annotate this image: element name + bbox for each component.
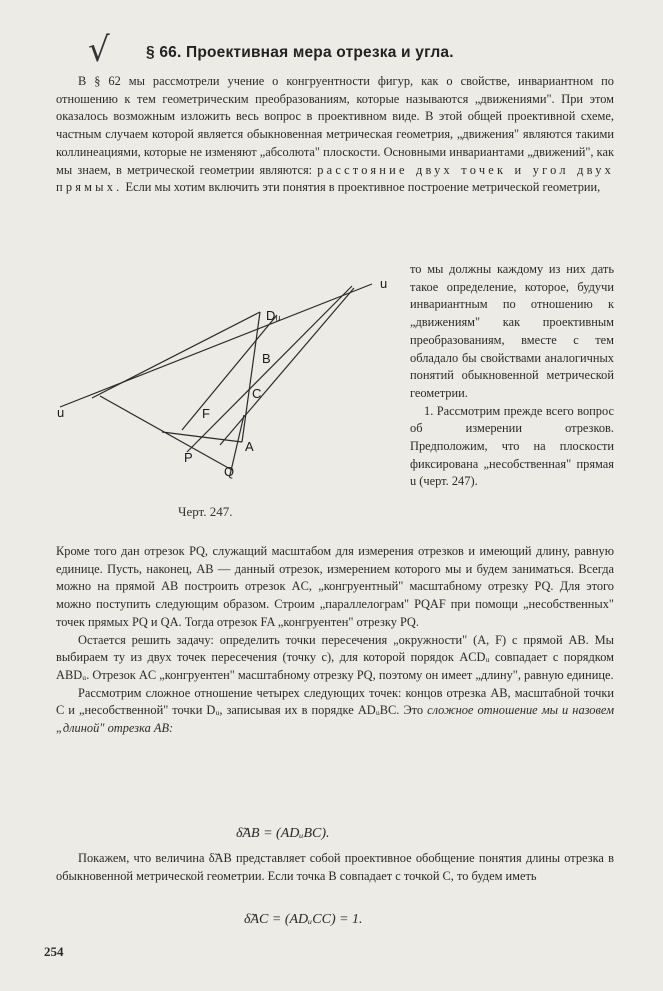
intro-spaced-text: расстояние двух точек и угол двух прямых.: [56, 162, 614, 195]
label-q: Q: [224, 464, 235, 479]
formula-length-ab: δ̃AB = (ADᵤBC).: [236, 826, 330, 841]
page-number: 254: [44, 944, 64, 959]
label-u-right: u: [380, 276, 388, 291]
body-paragraph-3: [56, 685, 614, 738]
body-paragraph-1: Кроме того дан отрезок PQ, служащий масштабом для измерения отрезков и имеющий длину, равную единице. Пусть, наконец, AB — данный отрезок, измерением которого мы и будем заниматься. Всегда можно на прямой AB построить отрезок AC, „конгруентный" масштабному отрезку PQ. Для этого можно поступить следующим образом. Строим „параллелограм" PQAF при помощи „несобственных" точек прямых PQ и QA. Тогда отрезок FA „конгруентен" отрезку PQ.: [56, 544, 614, 629]
label-p: P: [184, 450, 193, 465]
label-c: C: [252, 386, 262, 401]
wrap-text-2: 1. Рассмотрим прежде всего вопрос об измерении отрезков. Предположим, что на плоскости фиксирована „несобственная" прямая u (черт. 247).: [410, 403, 614, 489]
label-f: F: [202, 406, 210, 421]
label-u-left: u: [57, 405, 65, 420]
body-text: [56, 543, 614, 738]
line-q-e: [220, 288, 354, 445]
line-p-du: [92, 312, 260, 398]
intro-text: В § 62 мы рассмотрели учение о конгруентности фигур, как о свойстве, инвариантном по отношению к тем геометрическим преобразованиям, которые называются „движениями". При этом оказалось возможным изложить весь вопрос в проективном виде. В этой общей проективной схеме, частным случаем которой является обыкновенная метрическая геометрия, „движения" являются такими коллинеациями, которые не изменяют „абсолюта" плоскости. Основными инвариантами „движений", как мы знаем, в метрической геометрии являются:: [56, 74, 614, 177]
body-paragraph-3-start: Рассмотрим сложное отношение четырех следующих точек: концов отрезка AB, масштабной точки C и „несобственной" точки Dᵤ, записывая их в порядке ADᵤBC. Это: [56, 685, 614, 718]
body-text-2: [56, 850, 614, 885]
intro-paragraph: [56, 73, 614, 197]
formula-length-ac: δ̃AC = (ADᵤCC) = 1.: [244, 912, 363, 927]
label-b: B: [262, 351, 271, 366]
wrap-paragraph: [410, 261, 614, 491]
intro-tail: Если мы хотим включить эти понятия в проективное построение метрической геометрии,: [125, 180, 601, 195]
label-a: A: [245, 439, 254, 454]
section-title: § 66. Проективная мера отрезка и угла.: [146, 44, 454, 61]
body-paragraph-2: Остается решить задачу: определить точки пересечения „окружности" (A, F) с прямой AB. Мы выбираем ту из двух точек пересечения (точку c), для которой порядок ACDᵤ совпадает с порядком ABDᵤ. Отрезок AC „конгруентен" масштабному отрезку PQ, поэтому он имеет „длину", равную единице.: [56, 632, 614, 682]
wrap-text-1: то мы должны каждому из них дать такое определение, которое, будучи инвариантным по отношению к „движениям" как проективным преобразованиям, вместе с тем обладало бы свойствами аналогичных понятий обыкновенной метрической геометрии.: [410, 262, 614, 400]
body-paragraph-4: Покажем, что величина δ̃AB представляет собой проективное обобщение понятия длины отрезка в обыкновенной метрической геометрии. Если точка B совпадает с точкой C, то будем иметь: [56, 851, 614, 883]
body-paragraph-3-italic: сложное отношение мы и назовем „длиной" отрезка AB:: [56, 703, 614, 736]
figure-247: [52, 270, 402, 510]
label-du: Dᵤ: [266, 308, 281, 323]
line-f-d: [182, 315, 277, 430]
check-mark: √: [88, 30, 110, 70]
figure-caption: Черт. 247.: [178, 504, 233, 519]
